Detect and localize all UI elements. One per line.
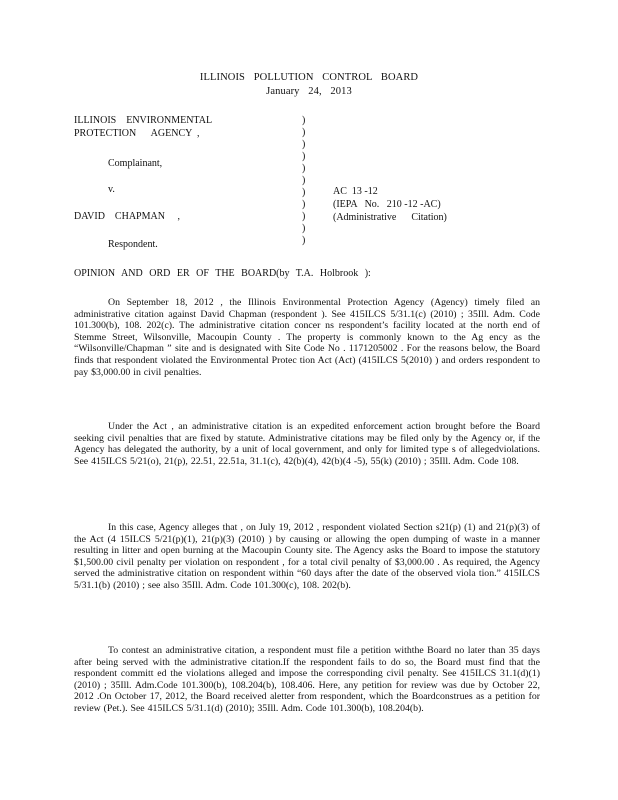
complainant-role: Complainant, [108,158,163,169]
caption-paren: ) [302,127,306,138]
case-number: AC 13 -12 [333,186,378,197]
case-type: (Administrative Citation) [333,212,447,223]
paragraph-2-text: Under the Act , an administrative citation is an expedited enforcement action brought before the Board seeking civil penalties that are fixed by statute. Administrative citations may be filed only by the Agency or, if the Agency has delegated the authority, by a unit of local government, and only for limited type s of allegedviolations. See 415ILCS 5/21(o), 21(p), 22.51, 22.51a, 31.1(c), 42(b)(4), 42(b)(4 -5), 55(k) (2010) ; 35Ill. Adm. Code 108. [74,421,540,467]
paragraph-2 [74,421,540,467]
opinion-heading: OPINION AND ORD ER OF THE BOARD(by T.A. Holbrook ): [74,268,371,279]
caption-paren: ) [302,139,306,150]
board-title: ILLINOIS POLLUTION CONTROL BOARD [199,72,419,83]
caption-paren: ) [302,199,306,210]
caption-paren: ) [302,163,306,174]
caption-paren: ) [302,151,306,162]
document-date: January 24, 2013 [266,86,352,97]
complainant-name-line-1: ILLINOIS ENVIRONMENTAL [74,115,213,126]
paragraph-4-text: To contest an administrative citation, a respondent must file a petition withthe Board no later than 35 days after being served with the administrative citation.If the respondent fails to do so, the Board must find that the respondent committ ed the violations alleged and impose the corresponding civil penalty. See 415ILCS 31.1(d)(1) (2010) ; 35Ill. Adm.Code 101.300(b), 108.204(b), 108.406. Here, any petition for review was due by October 22, 2012 .On October 17, 2012, the Board received aletter from respondent, which the Boardconstrues as a petition for review (Pet.). See 415ILCS 5/31.1(d) (2010); 35Ill. Adm. Code 101.300(b), 108.204(b). [74,645,540,714]
versus: v. [108,184,115,195]
respondent-name: DAVID CHAPMAN , [74,211,180,222]
paragraph-1 [74,297,540,378]
iepa-number: (IEPA No. 210 -12 -AC) [333,199,441,210]
caption-paren: ) [302,187,306,198]
caption-paren: ) [302,175,306,186]
respondent-role: Respondent. [108,239,158,250]
complainant-name-line-2: PROTECTION AGENCY , [74,128,200,139]
caption-paren: ) [302,115,306,126]
paragraph-3-text: In this case, Agency alleges that , on July 19, 2012 , respondent violated Section s21(p) (1) and 21(p)(3) of the Act (4 15ILCS 5/21(p)(1), 21(p)(3) (2010) ) by causing or allowing the open dumping of waste in a manner resulting in litter and open burning at the Macoupin County site. The Agency asks the Board to impose the statutory $1,500.00 civil penalty per violation on respondent , for a total civil penalty of $3,000.00 . As required, the Agency served the administrative citation on respondent within “60 days after the date of the observed viola tion.” 415ILCS 5/31.1(b) (2010) ; see also 35Ill. Adm. Code 101.300(c), 108. 202(b). [74,522,540,591]
caption-paren: ) [302,211,306,222]
paragraph-1-text: On September 18, 2012 , the Illinois Environmental Protection Agency (Agency) timely filed an administrative citation against David Chapman (respondent ). See 415ILCS 5/31.1(c) (2010) ; 35Ill. Adm. Code 101.300(b), 108. 202(c). The administrative citation concer ns respondent’s facility located at the north end of Stemme Street, Wilsonville, Macoupin County . The property is commonly known to the Ag ency as the “Wilsonville/Chapman ” site and is designated with Site Code No . 1171205002 . For the reasons below, the Board finds that respondent violated the Environmental Protec tion Act (Act) (415ILCS 5(2010) ) and orders respondent to pay $3,000.00 in civil penalties. [74,297,540,378]
paragraph-4 [74,645,540,715]
paragraph-3 [74,522,540,592]
caption-paren: ) [302,235,306,246]
caption-paren: ) [302,223,306,234]
